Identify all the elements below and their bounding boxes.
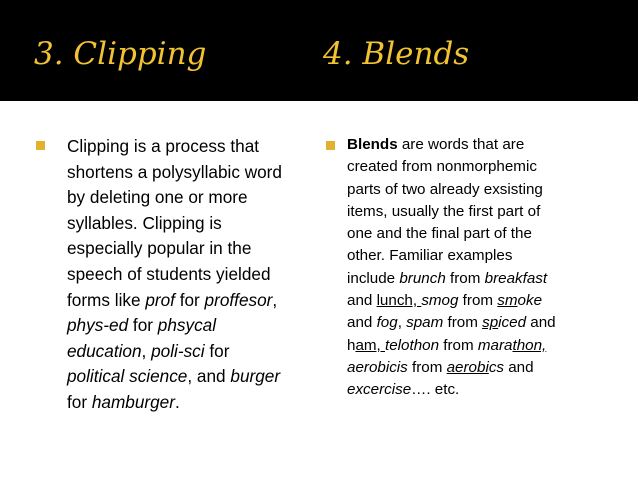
text-run: and [347,292,377,310]
example-term: oke [517,292,543,310]
example-term: iced [498,314,527,332]
text-line: parts of two already exsisting [347,180,543,198]
example-term: burger [230,366,281,387]
text-run: are words that are [397,136,525,153]
text-run: for [174,289,205,310]
example-term: smog [421,292,459,310]
underlined-part: sp [482,314,499,332]
example-term: hamburger [91,391,175,412]
text-line: syllables. Clipping is [67,212,222,233]
example-term: spam [406,314,444,332]
example-term: phsycal [157,315,217,336]
text-run: , [141,340,152,361]
square-bullet-icon [326,141,335,150]
text-line: Clipping is a process that [67,136,260,156]
square-bullet-icon [36,141,45,150]
title-bar [0,0,638,101]
text-run: from [407,358,447,376]
text-line [67,339,311,365]
clipping-paragraph [67,134,311,416]
text-run: include [347,269,400,287]
clipping-column [36,134,311,416]
example-term: mara [477,336,513,354]
underlined-part: lunch, [376,292,422,310]
text-run: for [204,340,230,361]
example-term: political science [67,366,188,387]
text-run: , and [187,366,231,387]
example-term: education [67,340,142,361]
text-line: other. Familiar examples [347,247,513,265]
text-line [347,357,612,379]
text-line [347,312,612,334]
text-run: , [272,289,278,310]
text-line [67,313,311,339]
text-run: for [67,391,92,412]
text-line: shortens a polysyllabic word [67,161,282,182]
text-line [67,390,311,416]
blends-term: Blends [347,136,398,153]
text-run: …. etc. [411,381,460,399]
underlined-part: am, [355,336,385,354]
text-line: by deleting one or more [67,187,248,208]
text-line: items, usually the first part of [347,202,541,220]
text-line [67,288,311,314]
text-run: and [347,314,377,332]
example-term: brunch [399,269,446,287]
underlined-part: thon, [512,336,547,354]
example-term: fog [376,314,398,332]
text-run: and [526,314,556,332]
underlined-part: sm [497,292,518,310]
text-run: forms like [67,289,146,310]
text-run: from [458,292,498,310]
underlined-part: aerobi [446,358,489,376]
text-run: from [439,336,478,354]
text-run: from [443,314,483,332]
clipping-heading: 3. Clipping [34,36,207,72]
text-line: speech of students yielded [67,263,271,284]
text-run: for [128,315,158,336]
example-term: telothon [385,336,440,354]
text-line: one and the final part of the [347,225,532,243]
example-term: excercise [347,381,412,399]
example-term: poli-sci [151,340,205,361]
text-run: . [174,391,180,412]
blends-column [326,134,612,402]
example-term: prof [145,289,175,310]
text-run: h [347,336,356,354]
text-line [347,268,612,290]
text-line [67,364,311,390]
text-line [347,335,612,357]
example-term: breakfast [484,269,548,287]
text-run: from [445,269,485,287]
text-line [347,379,612,401]
text-run: and [504,358,534,376]
blends-heading: 4. Blends [323,36,470,72]
example-term: aerobicis [347,358,408,376]
example-term: phys-ed [67,315,129,336]
text-line [347,134,612,156]
text-line [347,290,612,312]
example-term: cs [488,358,505,376]
text-line: especially popular in the [67,238,252,259]
text-run: , [397,314,407,332]
blends-paragraph [347,134,612,402]
text-line: created from nonmorphemic [347,158,537,176]
example-term: proffesor [204,289,273,310]
